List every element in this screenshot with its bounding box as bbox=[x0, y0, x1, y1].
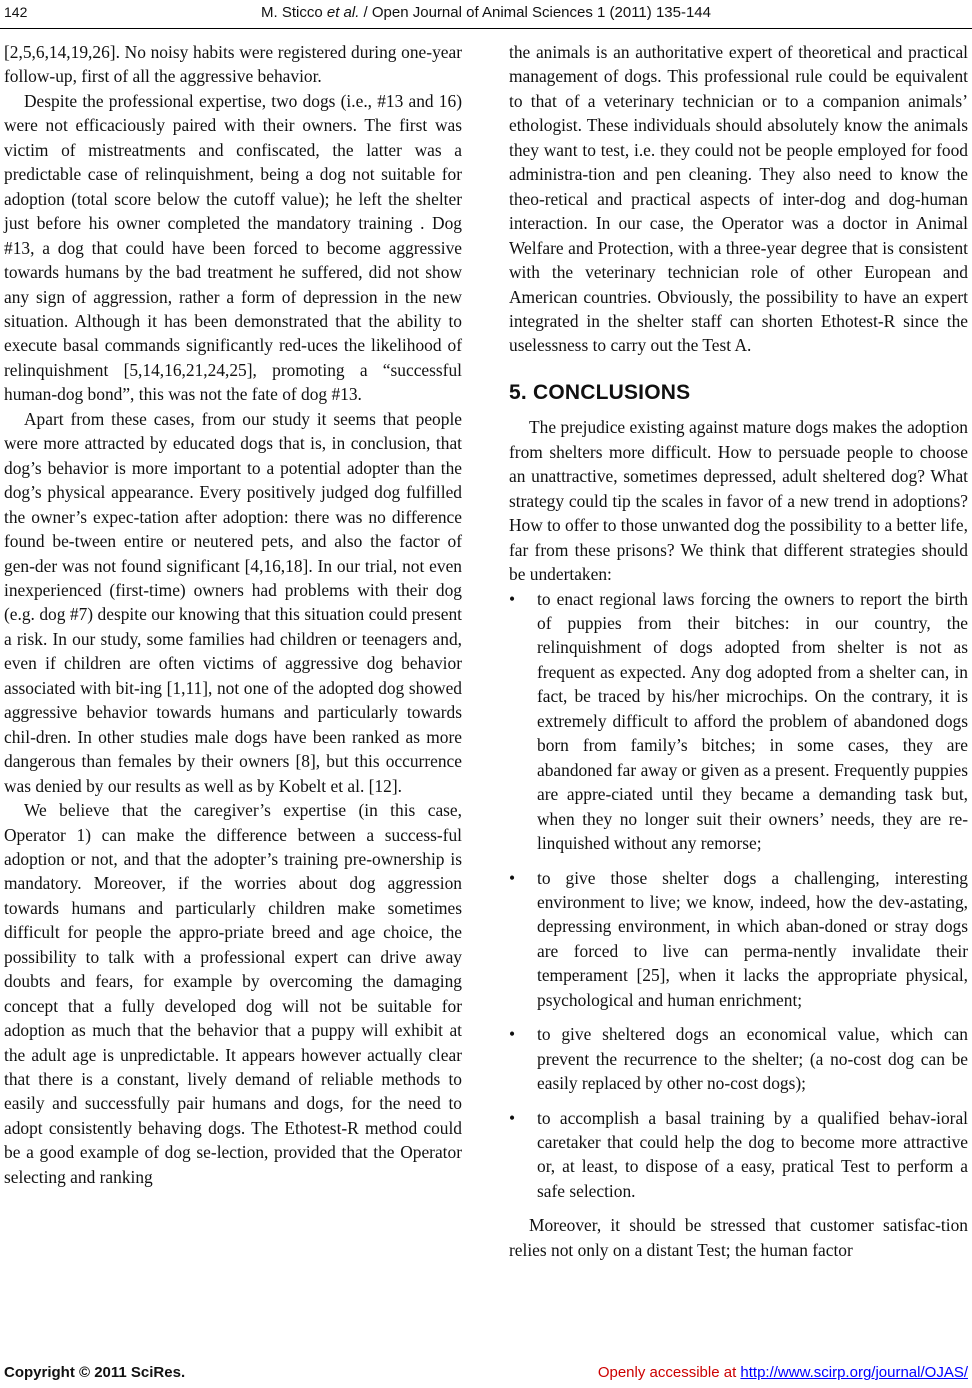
left-paragraph-3: Apart from these cases, from our study it seems that people were more attracted by educated dogs that is, in conclusion, that dog’s behavior is more important to a potential adopter than the dog’s physical appearance. Every positively judged dog fulfilled the owner’s expec-tation after adoption: there was no difference found be-tween entire or neutered pets, and also the factor of gen-der was not found significant [4,16,18]. In our trial, not even inexperienced (first-time) owners had problems with their dog (e.g. dog #7) despite our knowing that this situation could present a risk. In our study, some families had children or teenagers and, even if children are often victims of aggressive dog behavior associated with bit-ing [1,11], not one of the adopted dog showed aggressive behavior towards humans and particularly towards chil-dren. In other studies male dogs have been ranked as more dangerous than females by their owners [8], but this occurrence was denied by our results as well as by Kobelt et al. [12]. bbox=[4, 408, 462, 796]
list-item bbox=[509, 587, 968, 856]
right-column bbox=[509, 40, 968, 1262]
page-footer bbox=[0, 1362, 972, 1386]
left-paragraph-1: [2,5,6,14,19,26]. No noisy habits were registered during one-year follow-up, first of all the aggressive behavior. bbox=[4, 42, 462, 87]
running-head-etal: et al. bbox=[326, 4, 360, 21]
running-head-authors: M. Sticco bbox=[261, 4, 327, 21]
left-paragraph-4: We believe that the caregiver’s expertise (in this case, Operator 1) can make the difference between a success-ful adoption or not, and that the adopter’s training pre-ownership is mandatory. Moreover, if the worries about dog aggression towards humans and particularly children make sometimes difficult for people the appro-priate breed and age choice, the possibility to talk with a professional expert can drive away doubts and fears, for example by overcoming the damaging concept that a fully developed dog will not be suitable for adoption as much that the behavior that a puppy will exhibit at the adult age is unpredictable. It appears however actually clear that there is a constant, lively demand of reliable methods to easily and successfully pair humans and dogs, for the need to adopt consistently behaving dogs. The Ethotest-R method could be a good example of dog se-lection, provided that the Operator selecting and ranking bbox=[4, 800, 462, 1187]
list-item-text: to give those shelter dogs a challenging, interesting environment to live; we know, indeed, how the dev-astating, depressing environment, in which aban-doned or stray dogs are forced to live can perma-nently invalidate their temperament [25], when it lacks the appropriate physical, psychological and human enrichment; bbox=[537, 867, 968, 1010]
list-item-text: to enact regional laws forcing the owners to report the birth of puppies from their bitches: in our country, the relinquishment of dogs adopted from shelter is not as frequent as expected. Any dog adopted from a shelter can, in fact, be traced by his/her microchips. On the contrary, it is extremely difficult to afford the problem of abandoned dogs born from family’s bitches; in some cases, they are abandoned far away or given as a present. Frequently puppies are appre-ciated until they became a demanding task but, when they no longer suit their owners’ needs, they are re-linquished without any remorse; bbox=[537, 588, 968, 854]
strategy-list bbox=[509, 587, 968, 1204]
header-rule bbox=[0, 28, 972, 29]
list-item bbox=[509, 866, 968, 1013]
journal-url-link[interactable]: http://www.scirp.org/journal/OJAS/ bbox=[740, 1364, 968, 1381]
bullet-icon: • bbox=[509, 1107, 516, 1128]
bullet-icon: • bbox=[509, 1024, 516, 1045]
right-paragraph-2: The prejudice existing against mature dogs makes the adoption from shelters more difficult. How to persuade people to choose an unattractive, sometimes depressed, adult sheltered dog? What strategy could tip the scales in favor of a new trend in adoptions? How to offer to those unwanted dog the possibility to a better life, far from these prisons? We think that different strategies should be undertaken: bbox=[509, 417, 968, 585]
left-column bbox=[4, 40, 462, 1189]
open-access-label: Openly accessible at bbox=[597, 1364, 741, 1381]
page-header bbox=[0, 0, 972, 32]
right-paragraph-1: the animals is an authoritative expert of theoretical and practical management of dogs. This professional rule could be equivalent to that of a veterinary technician or to a companion animals’ ethologist. These individuals should absolutely know the animals they want to test, i.e. they could not be people employed for food administra-tion and pen cleaning. They also need to know the theo-retical and practical aspects of inter-dog and dog-human interaction. In our case, the Operator was a doctor in Animal Welfare and Protection, with a three-year degree that is consistent with the veterinary technician role of other European and American countries. Obviously, the possibility to have an expert integrated in the shelter staff can shorten Ethotest-R since the uselessness to carry out the Test A. bbox=[509, 42, 968, 356]
list-item-text: to accomplish a basal training by a qualified behav-ioral caretaker that could help the dog to become more attractive or, at least, to dispose of a easy, pratical Test to perform a safe selection. bbox=[537, 1107, 968, 1201]
copyright-notice: Copyright © 2011 SciRes. bbox=[4, 1364, 186, 1381]
section-heading-conclusions: 5. CONCLUSIONS bbox=[509, 380, 691, 404]
right-paragraph-3: Moreover, it should be stressed that customer satisfac-tion relies not only on a distant Test; the human factor bbox=[509, 1215, 968, 1260]
running-head-journal: / Open Journal of Animal Sciences 1 (2011) 135-144 bbox=[359, 4, 711, 21]
open-access-notice bbox=[598, 1364, 968, 1381]
running-head bbox=[0, 4, 972, 21]
list-item bbox=[509, 1106, 968, 1204]
page-number: 142 bbox=[4, 4, 28, 20]
bullet-icon: • bbox=[509, 867, 516, 888]
list-item bbox=[509, 1022, 968, 1095]
bullet-icon: • bbox=[509, 588, 516, 609]
list-item-text: to give sheltered dogs an economical value, which can prevent the recurrence to the shelter; (a no-cost dog can be easily replaced by other no-cost dogs); bbox=[537, 1024, 968, 1094]
left-paragraph-2: Despite the professional expertise, two dogs (i.e., #13 and 16) were not efficaciously paired with their owners. The first was victim of mistreatments and confiscated, the latter was a predictable case of relinquishment, being a dog not suitable for adoption (total score below the cutoff value); he left the shelter just before his owner completed the mandatory training . Dog #13, a dog that could have been forced to become aggressive towards humans by the bad treatment he suffered, did not show any sign of aggression, rather a form of depression in the new situation. Although it has been demonstrated that the ability to execute basal commands significantly red-uces the likelihood of relinquishment [5,14,16,21,24,25], promoting a “successful human-dog bond”, this was not the fate of dog #13. bbox=[4, 90, 462, 405]
